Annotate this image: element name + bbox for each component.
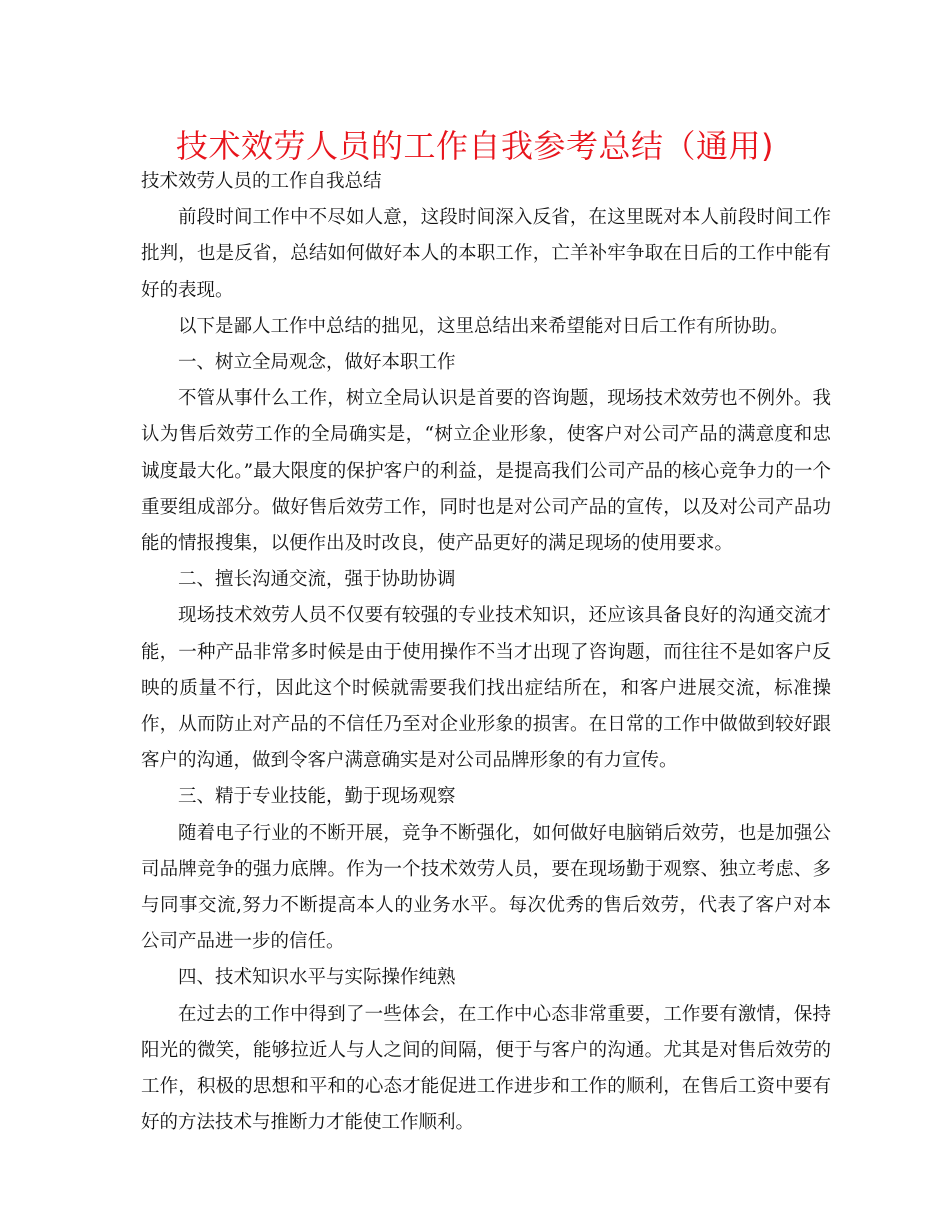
section-body-1: 不管从事什么工作，树立全局认识是首要的咨询题，现场技术效劳也不例外。我认为售后效劳工作的全局确实是，“树立企业形象，使客户对公司产品的满意度和忠诚度最大化。”最大限度的保护客户的利益，是提高我们公司产品的核心竞争力的一个重要组成部分。做好售后效劳工作，同时也是对公司产品的宣传，以及对公司产品功能的情报搜集，以便作出及时改良，使产品更好的满足现场的使用要求。	[141, 388, 831, 555]
section-heading-1: 一、树立全局观念，做好本职工作	[178, 352, 456, 374]
document-subtitle: 技术效劳人员的工作自我总结	[141, 171, 382, 192]
section-heading-3: 三、精于专业技能，勤于现场观察	[178, 786, 456, 808]
document-title: 技术效劳人员的工作自我参考总结（通用)	[176, 127, 774, 165]
paragraph-lead: 以下是鄙人工作中总结的拙见，这里总结出来希望能对日后工作有所协助。	[178, 315, 789, 337]
section-body-4: 在过去的工作中得到了一些体会，在工作中心态非常重要，工作要有激情，保持阳光的微笑，能够拉近人与人之间的间隔，便于与客户的沟通。尤其是对售后效劳的工作，积极的思想和平和的心态才能促进工作进步和工作的顺利，在售后工资中要有好的方法技术与推断力才能使工作顺利。	[141, 1003, 831, 1134]
section-heading-2: 二、擅长沟通交流，强于协助协调	[178, 569, 456, 591]
document-body	[141, 164, 831, 1141]
section-body-2: 现场技术效劳人员不仅要有较强的专业技术知识，还应该具备良好的沟通交流才能，一种产品非常多时候是由于使用操作不当才出现了咨询题，而往往不是如客户反映的质量不行，因此这个时候就需要我们找出症结所在，和客户进展交流，标准操作，从而防止对产品的不信任乃至对企业形象的损害。在日常的工作中做做到较好跟客户的沟通，做到令客户满意确实是对公司品牌形象的有力宣传。	[141, 605, 831, 772]
section-heading-4: 四、技术知识水平与实际操作纯熟	[178, 967, 456, 989]
section-body-3: 随着电子行业的不断开展，竞争不断强化，如何做好电脑销后效劳，也是加强公司品牌竞争的强力底牌。作为一个技术效劳人员，要在现场勤于观察、独立考虑、多与同事交流,努力不断提高本人的业务水平。每次优秀的售后效劳，代表了客户对本公司产品进一步的信任。	[141, 822, 831, 953]
paragraph-intro: 前段时间工作中不尽如人意，这段时间深入反省，在这里既对本人前段时间工作批判，也是反省，总结如何做好本人的本职工作，亡羊补牢争取在日后的工作中能有好的表现。	[141, 207, 831, 301]
